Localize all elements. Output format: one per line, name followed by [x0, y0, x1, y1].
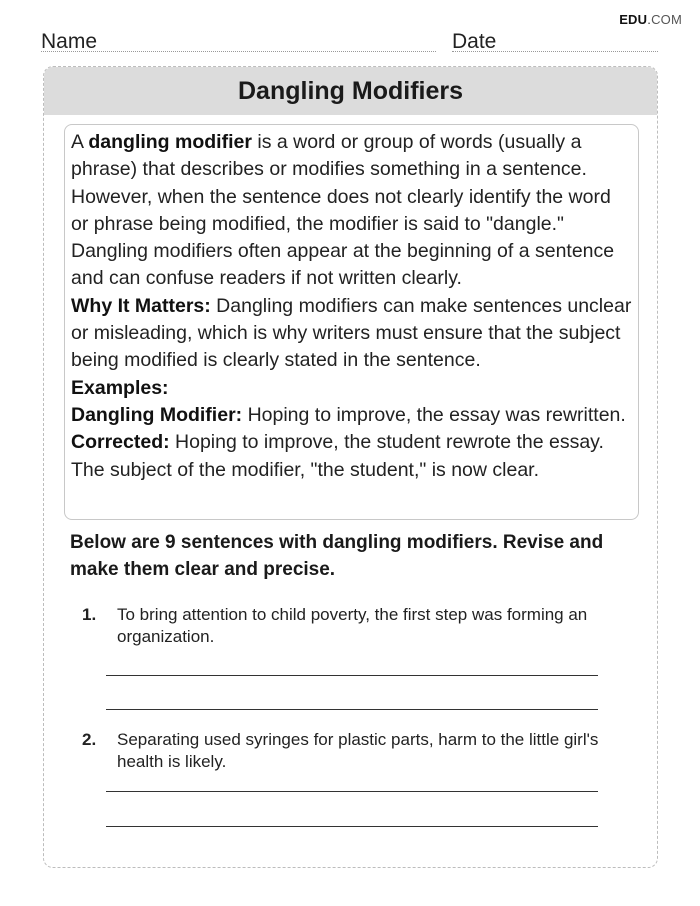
question-1 [82, 604, 602, 648]
definition-paragraph: A dangling modifier is a word or group of words (usually a phrase) that describes or modifies something in a sentence. However, when the sentence does not clearly identify the word or phrase being modified, the modifier is said to "dangle." Dangling modifiers often appear at the beginning of a sentence and can confuse readers if not written clearly. [71, 131, 615, 290]
answer-line-2b[interactable] [106, 826, 598, 827]
dangling-example: Dangling Modifier: Hoping to improve, the essay was rewritten. [71, 403, 626, 426]
instructions: Below are 9 sentences with dangling modifiers. Revise and make them clear and precise. [70, 532, 604, 580]
answer-line-1b[interactable] [106, 709, 598, 710]
question-text: Separating used syringes for plastic parts, harm to the little girl's health is likely. [117, 730, 599, 771]
name-line[interactable] [41, 51, 436, 52]
question-number: 1. [82, 605, 97, 624]
corrected-example: Corrected: Hoping to improve, the student rewrote the essay. The subject of the modifier, "the student," is now clear. [71, 431, 604, 481]
examples-heading: Examples: [71, 376, 169, 399]
date-line[interactable] [452, 51, 658, 52]
question-number: 2. [82, 730, 97, 749]
date-label: Date [452, 30, 497, 53]
brand-logo: EDU.COM [619, 12, 682, 27]
name-label: Name [41, 30, 98, 53]
question-text: To bring attention to child poverty, the first step was forming an organization. [117, 605, 588, 646]
worksheet-title: Dangling Modifiers [44, 67, 657, 115]
answer-line-2a[interactable] [106, 791, 598, 792]
term-dangling-modifier: dangling modifier [88, 131, 252, 153]
why-paragraph: Why It Matters: Dangling modifiers can make sentences unclear or misleading, which is why writers must ensure that the subject being modified is clearly stated in the sentence. [71, 294, 632, 372]
intro-box [64, 124, 639, 520]
worksheet [43, 66, 658, 868]
question-2 [82, 729, 602, 773]
answer-line-1a[interactable] [106, 675, 598, 676]
